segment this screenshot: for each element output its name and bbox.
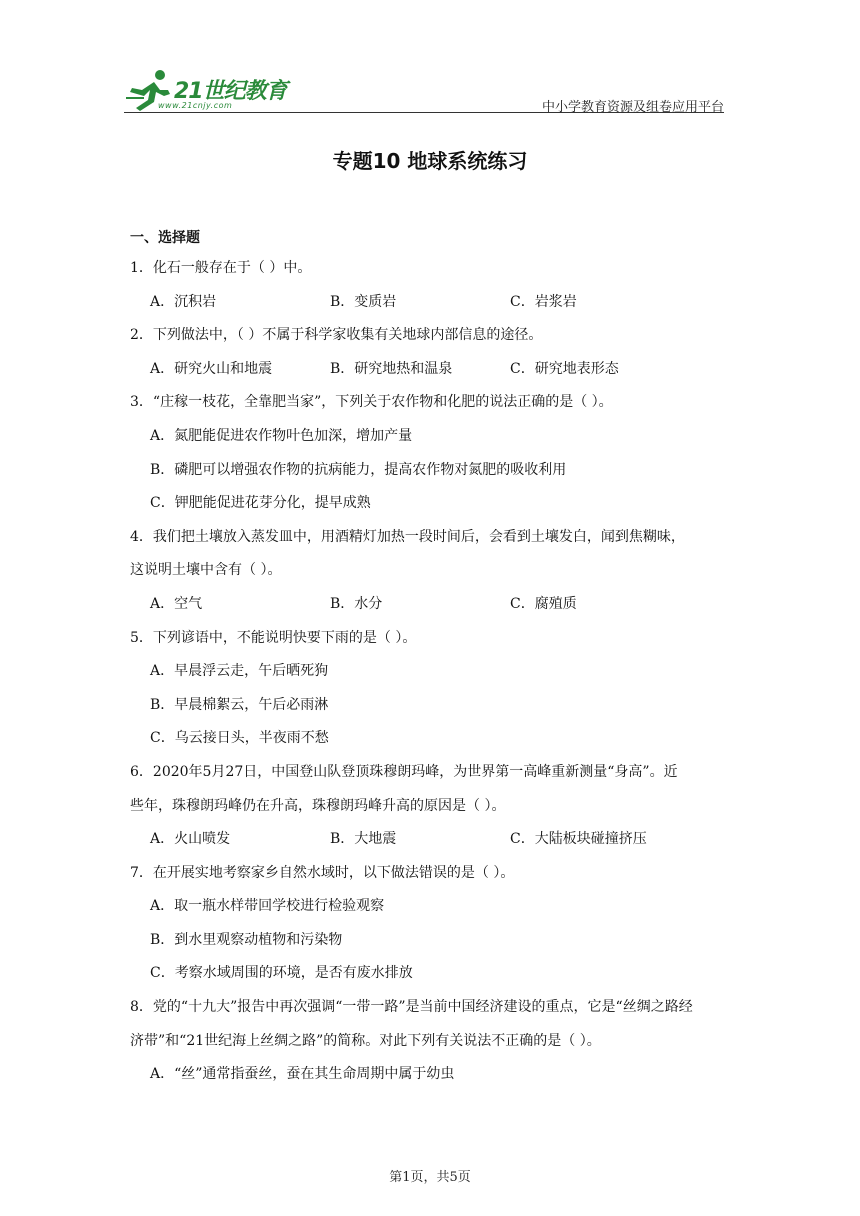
question-stem: 6．2020年5月27日，中国登山队登顶珠穆朗玛峰，为世界第一高峰重新测量“身高”。近 — [130, 763, 678, 780]
question-stem-continued: 济带”和“21世纪海上丝绸之路”的简称。对此下列有关说法不正确的是（ ）。 — [130, 1032, 601, 1049]
question-stem: 2．下列做法中，（ ）不属于科学家收集有关地球内部信息的途径。 — [130, 327, 543, 344]
logo-url: www.21cnjy.com — [158, 101, 233, 110]
option: C．大陆板块碰撞挤压 — [510, 831, 647, 848]
question-stem: 4．我们把土壤放入蒸发皿中，用酒精灯加热一段时间后，会看到土壤发白，闻到焦糊味， — [130, 528, 685, 545]
option: B．水分 — [330, 595, 383, 612]
option: C．岩浆岩 — [510, 293, 577, 310]
option: B．早晨棉絮云，午后必雨淋 — [150, 696, 329, 713]
question-stem-continued: 这说明土壤中含有（ ）。 — [130, 562, 282, 579]
section-heading: 一、选择题 — [130, 230, 200, 246]
option: A．早晨浮云走，午后晒死狗 — [150, 663, 329, 680]
option: A．氮肥能促进农作物叶色加深，增加产量 — [150, 427, 413, 444]
option: C．考察水域周围的环境，是否有废水排放 — [150, 965, 413, 982]
option: B．研究地热和温泉 — [330, 360, 453, 377]
question-stem: 3．“庄稼一枝花，全靠肥当家”，下列关于农作物和化肥的说法正确的是（ ）。 — [130, 394, 613, 411]
option: B．大地震 — [330, 831, 397, 848]
question-list — [130, 224, 735, 1092]
page-footer: 第1页，共5页 — [389, 1170, 471, 1185]
question-stem: 5．下列谚语中，不能说明快要下雨的是（ ）。 — [130, 629, 417, 646]
option: C．腐殖质 — [510, 595, 577, 612]
platform-name: 中小学教育资源及组卷应用平台 — [541, 100, 724, 115]
option: B．磷肥可以增强农作物的抗病能力，提高农作物对氮肥的吸收利用 — [150, 461, 567, 478]
option-row — [130, 823, 735, 857]
question-stem-continued: 些年，珠穆朗玛峰仍在升高，珠穆朗玛峰升高的原因是（ ）。 — [130, 797, 506, 814]
option-row — [130, 286, 735, 320]
option: A．“丝”通常指蚕丝，蚕在其生命周期中属于幼虫 — [150, 1066, 455, 1083]
option: B．变质岩 — [330, 293, 397, 310]
option: A．沉积岩 — [150, 293, 217, 310]
option: B．到水里观察动植物和污染物 — [150, 931, 343, 948]
question-stem: 8．党的“十九大”报告中再次强调“一带一路”是当前中国经济建设的重点，它是“丝绸之路经 — [130, 999, 693, 1016]
question-stem: 1．化石一般存在于（ ）中。 — [130, 260, 312, 276]
page-title: 专题10 地球系统练习 — [332, 149, 528, 173]
page-header — [124, 62, 724, 114]
option: C．乌云接日头，半夜雨不愁 — [150, 730, 329, 747]
option-row — [130, 353, 735, 387]
question-stem: 7．在开展实地考察家乡自然水域时，以下做法错误的是（ ）。 — [130, 864, 515, 881]
option-row — [130, 588, 735, 622]
logo-text: 21世纪教育 — [174, 79, 287, 104]
logo — [124, 68, 294, 112]
option: C．研究地表形态 — [510, 360, 619, 377]
header-divider — [124, 112, 724, 113]
option: A．火山喷发 — [150, 831, 231, 848]
option: C．钾肥能促进花芽分化，提早成熟 — [150, 495, 371, 512]
option: A．取一瓶水样带回学校进行检验观察 — [150, 898, 385, 915]
option: A．研究火山和地震 — [150, 360, 273, 377]
option: A．空气 — [150, 595, 203, 612]
